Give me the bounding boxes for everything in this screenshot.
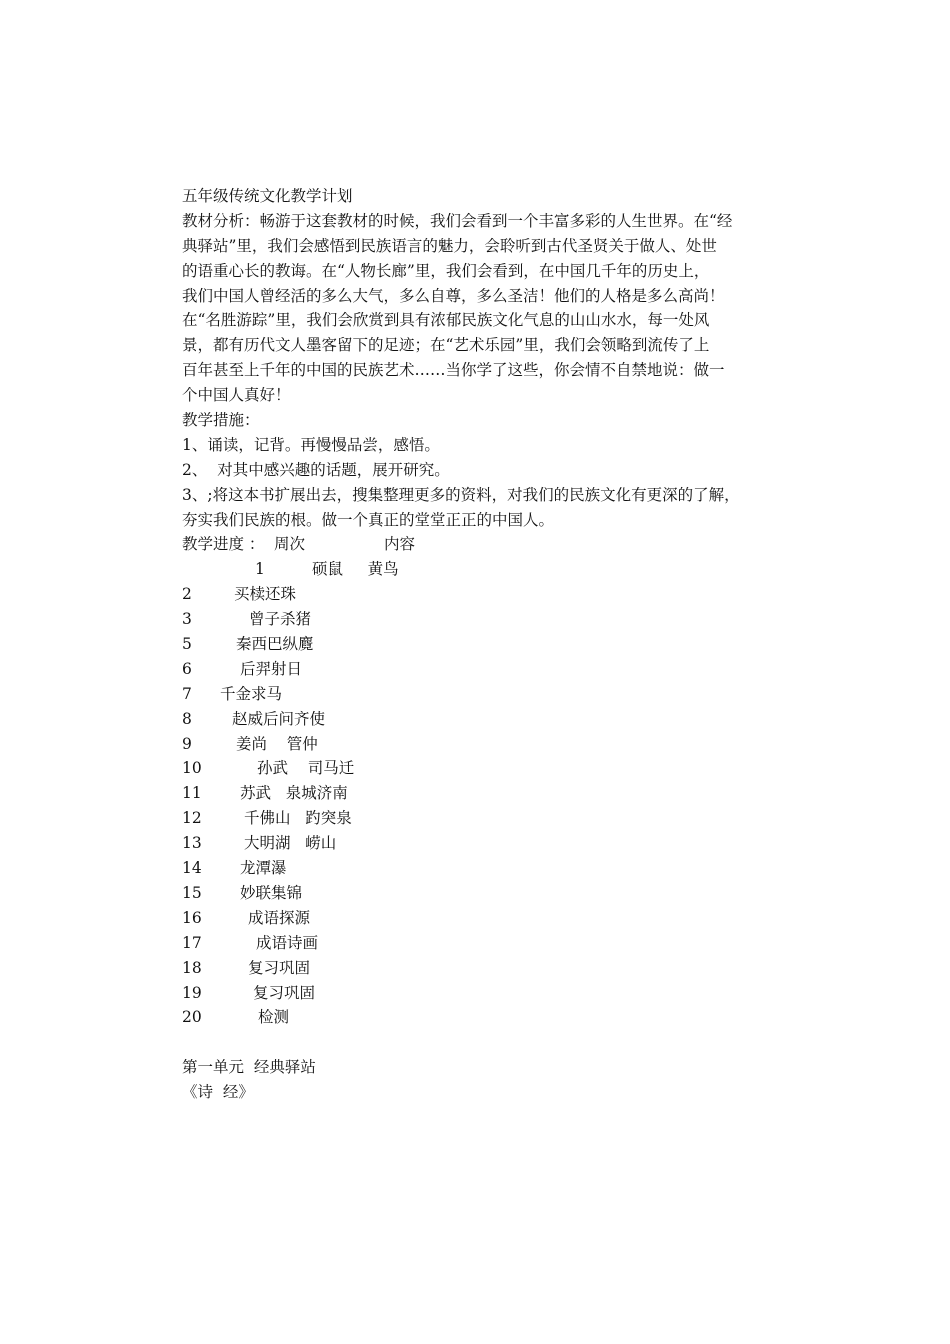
measures-section <box>182 408 776 532</box>
schedule-week: 20 <box>182 1008 202 1027</box>
schedule-row <box>182 582 776 607</box>
schedule-topic: 复习巩固 <box>248 958 311 977</box>
unit-subheading: 《诗 经》 <box>182 1083 254 1102</box>
schedule-row <box>182 632 776 657</box>
measure-item: 2、 对其中感兴趣的话题，展开研究。 <box>182 460 450 479</box>
schedule-row <box>182 856 776 881</box>
schedule-topic: 成语诗画 <box>256 933 319 952</box>
schedule-week: 18 <box>182 958 202 977</box>
analysis-line: 典驿站”里，我们会感悟到民族语言的魅力，会聆听到古代圣贤关于做人、处世 <box>182 236 717 255</box>
schedule-row <box>182 906 776 931</box>
schedule-row <box>182 1005 776 1030</box>
schedule-row <box>182 931 776 956</box>
spacer <box>182 1030 776 1055</box>
schedule-row <box>182 557 776 582</box>
document-body <box>182 184 776 1105</box>
schedule-week: 8 <box>182 709 192 728</box>
schedule-week: 19 <box>182 983 202 1002</box>
schedule-week: 7 <box>182 684 192 703</box>
schedule-week: 1 <box>255 560 265 579</box>
schedule-topic: 曾子杀猪 <box>249 610 312 629</box>
schedule-week: 16 <box>182 908 202 927</box>
schedule-header <box>182 532 776 557</box>
measure-item: 夯实我们民族的根。做一个真正的堂堂正正的中国人。 <box>182 510 555 529</box>
schedule-topic: 千佛山 趵突泉 <box>244 809 352 828</box>
schedule-row <box>182 881 776 906</box>
analysis-section <box>182 209 776 408</box>
schedule-topic: 秦西巴纵麑 <box>236 635 314 654</box>
analysis-line: 景，都有历代文人墨客留下的足迹；在“艺术乐园”里，我们会领略到流传了上 <box>182 336 710 355</box>
schedule-topic: 硕鼠 黄鸟 <box>312 560 399 579</box>
schedule-topic: 大明湖 崂山 <box>244 834 337 853</box>
measure-item: 1、诵读，记背。再慢慢品尝，感悟。 <box>182 435 440 454</box>
schedule-topic: 复习巩固 <box>253 983 316 1002</box>
schedule-row <box>182 981 776 1006</box>
schedule-row <box>182 831 776 856</box>
schedule-row <box>182 657 776 682</box>
schedule-week: 5 <box>182 635 192 654</box>
schedule-week: 2 <box>182 585 192 604</box>
schedule-week: 11 <box>182 784 202 803</box>
schedule-topic: 后羿射日 <box>240 659 303 678</box>
schedule-topic: 姜尚 管仲 <box>236 734 318 753</box>
schedule-row <box>182 956 776 981</box>
analysis-line: 个中国人真好！ <box>182 386 291 405</box>
schedule-row <box>182 806 776 831</box>
schedule-week: 12 <box>182 809 202 828</box>
schedule-topic: 千金求马 <box>220 684 283 703</box>
schedule-week: 10 <box>182 759 202 778</box>
schedule-week: 14 <box>182 859 202 878</box>
schedule-week: 15 <box>182 883 202 902</box>
document-title: 五年级传统文化教学计划 <box>182 187 353 205</box>
schedule-week: 17 <box>182 933 202 952</box>
schedule-topic: 妙联集锦 <box>240 883 303 902</box>
schedule-topic: 成语探源 <box>248 908 311 927</box>
schedule-topic: 龙潭瀑 <box>240 859 287 878</box>
schedule-row <box>182 732 776 757</box>
schedule-rows <box>182 557 776 1030</box>
schedule-row <box>182 781 776 806</box>
schedule-week: 3 <box>182 610 192 629</box>
schedule-row <box>182 756 776 781</box>
schedule-row <box>182 607 776 632</box>
schedule-week: 6 <box>182 659 192 678</box>
schedule-week: 13 <box>182 834 202 853</box>
schedule-topic: 检测 <box>258 1008 290 1027</box>
schedule-col-week: 周次 <box>274 535 306 554</box>
analysis-line: 的语重心长的教诲。在“人物长廊”里，我们会看到，在中国几千年的历史上， <box>182 261 710 280</box>
analysis-line: 教材分析：畅游于这套教材的时候，我们会看到一个丰富多彩的人生世界。在“经 <box>182 211 733 230</box>
analysis-line: 百年甚至上千年的中国的民族艺术……当你学了这些，你会情不自禁地说：做一 <box>182 361 725 380</box>
schedule-topic: 赵威后问齐使 <box>232 709 326 728</box>
schedule-week: 9 <box>182 734 192 753</box>
unit-heading: 第一单元 经典驿站 <box>182 1058 316 1077</box>
schedule-col-content: 内容 <box>384 535 416 554</box>
analysis-line: 我们中国人曾经活的多么大气，多么自尊，多么圣洁！他们的人格是多么高尚！ <box>182 286 725 305</box>
schedule-topic: 买椟还珠 <box>234 585 297 604</box>
schedule-topic: 苏武 泉城济南 <box>240 784 348 803</box>
schedule-row <box>182 682 776 707</box>
schedule-row <box>182 707 776 732</box>
measures-heading: 教学措施： <box>182 411 260 430</box>
schedule-topic: 孙武 司马迁 <box>257 759 355 778</box>
analysis-line: 在“名胜游踪”里，我们会欣赏到具有浓郁民族文化气息的山山水水，每一处风 <box>182 311 710 330</box>
schedule-label: 教学进度 ： <box>182 535 265 554</box>
schedule-section <box>182 532 776 1030</box>
measure-item: 3、;将这本书扩展出去，搜集整理更多的资料，对我们的民族文化有更深的了解， <box>182 485 740 504</box>
